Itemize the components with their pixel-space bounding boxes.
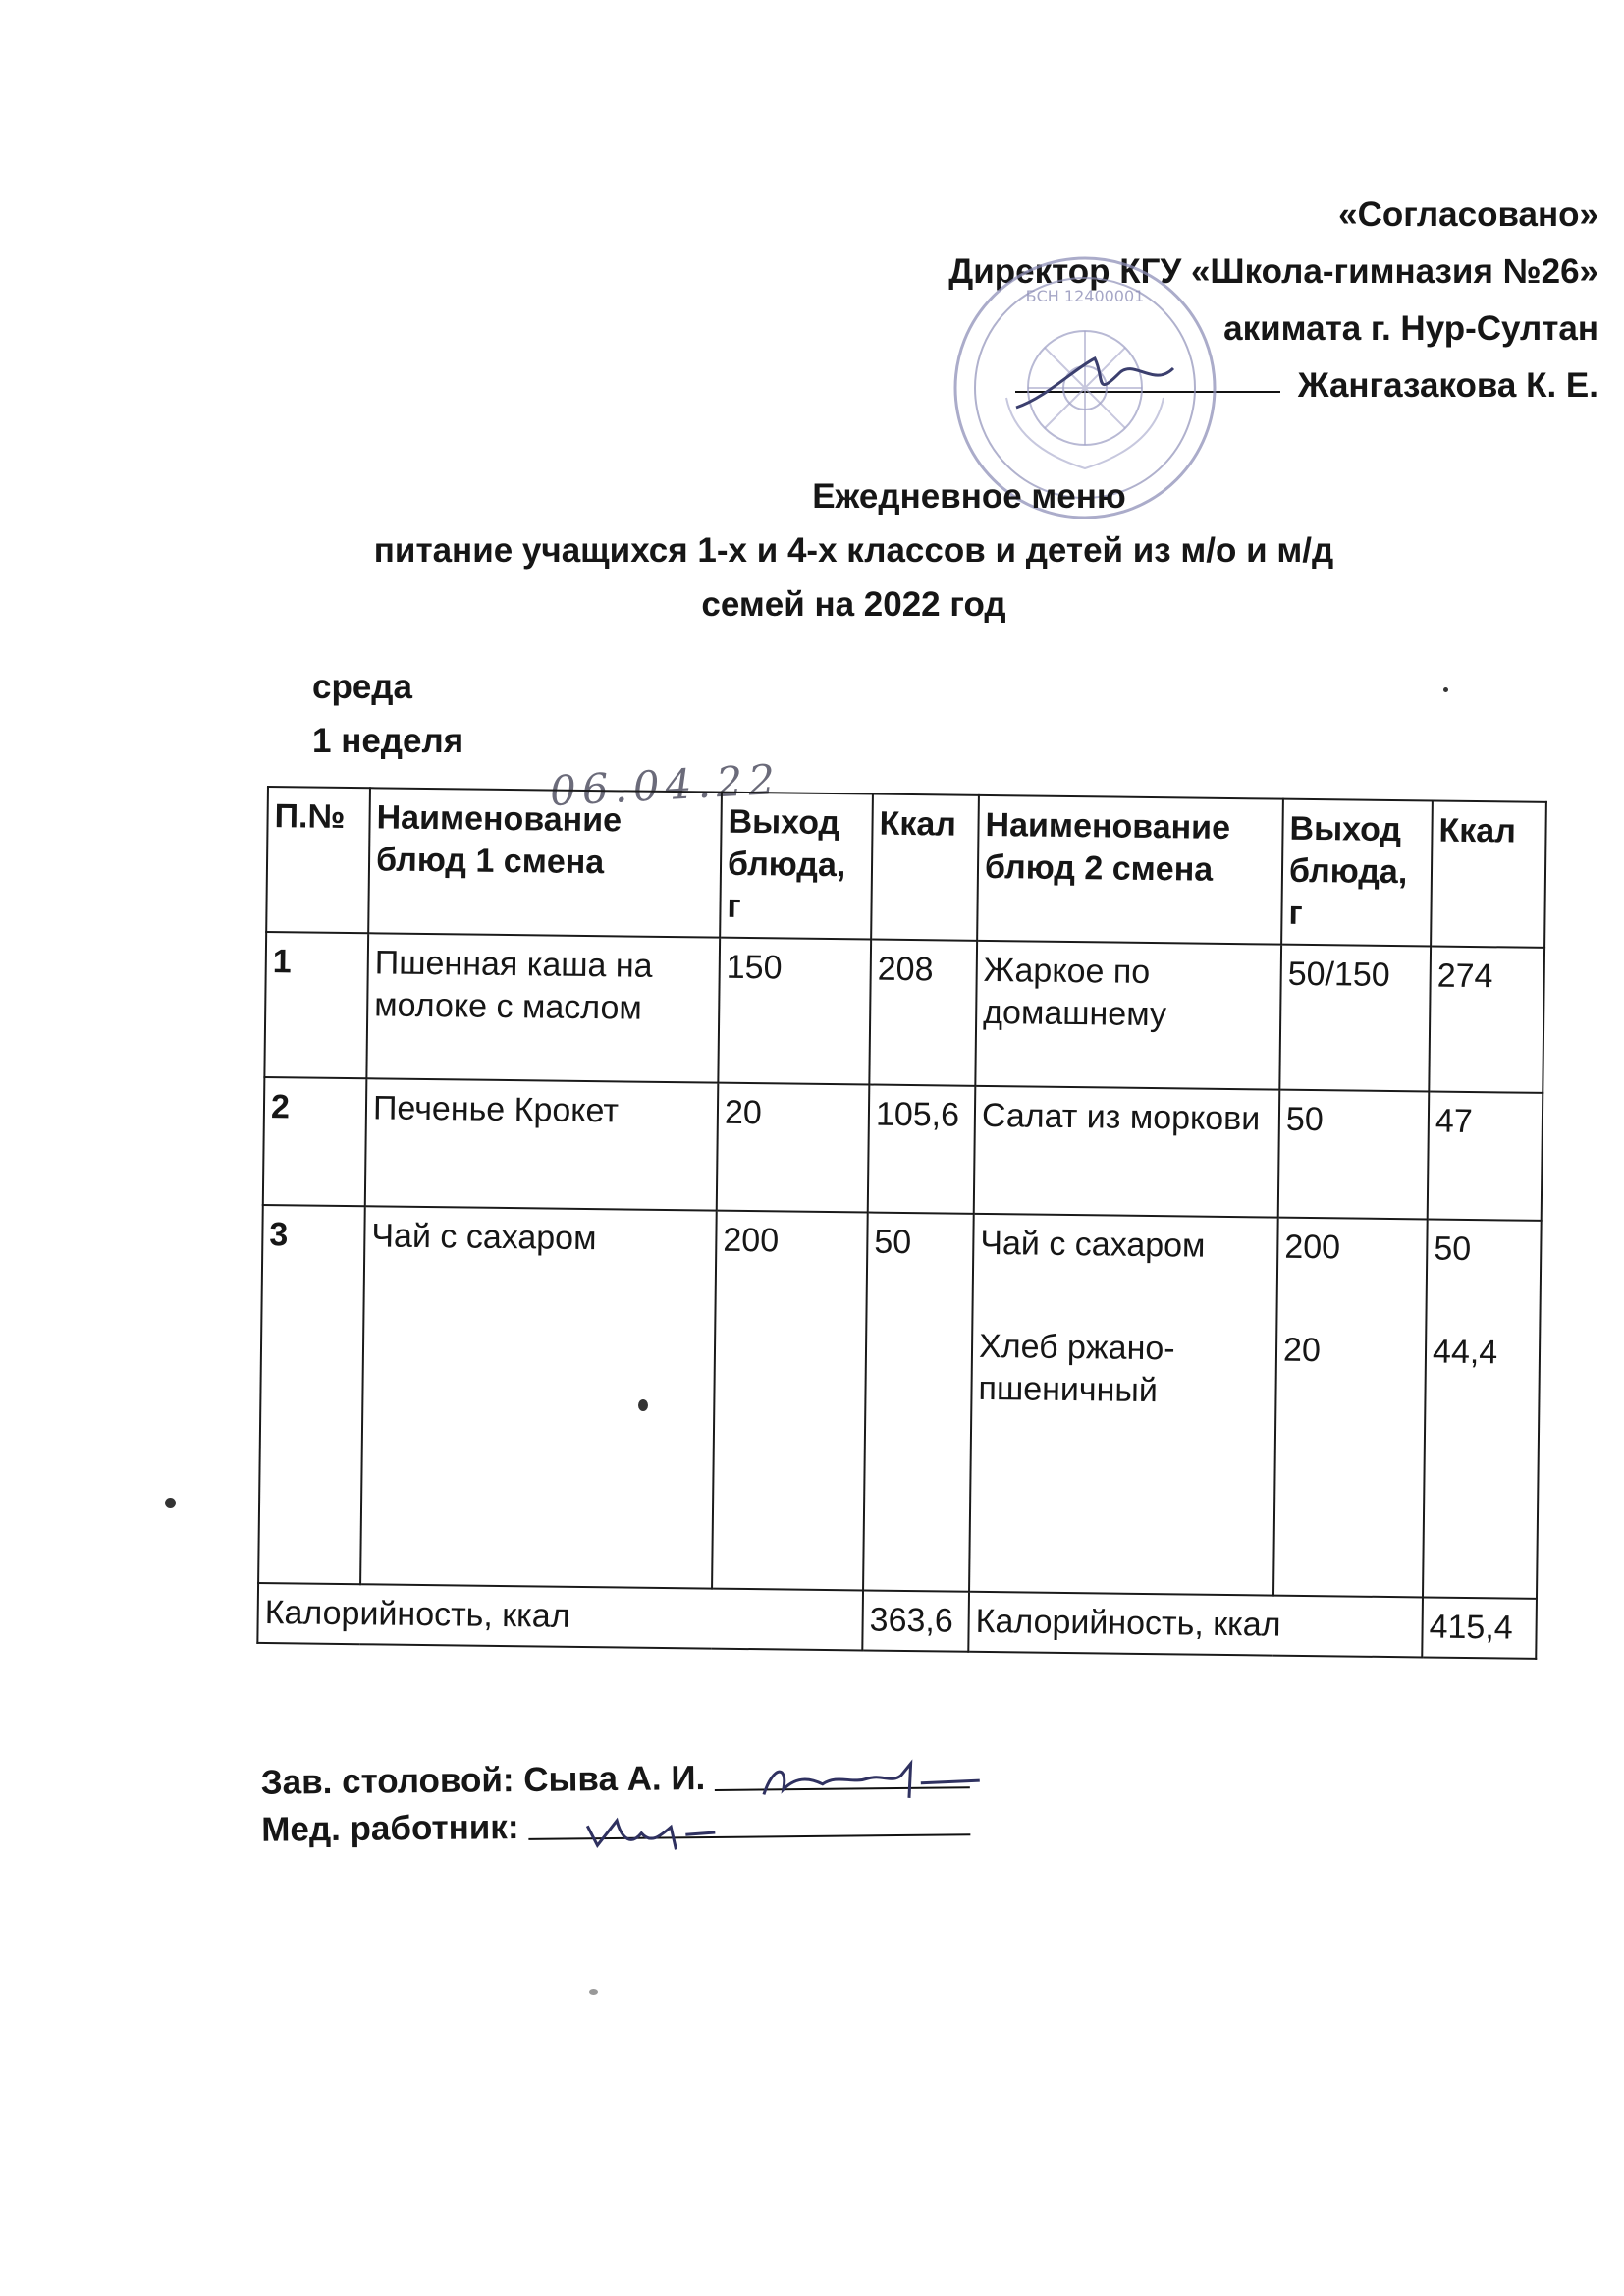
header-output-shift-2: Выход блюда, г <box>1281 799 1433 947</box>
approval-director: Директор КГУ «Школа-гимназия №26» <box>948 252 1598 291</box>
canteen-head-row <box>261 1752 971 1807</box>
canteen-head-signature-icon <box>754 1753 991 1815</box>
approval-akimat: акимата г. Нур-Султан <box>1223 309 1598 348</box>
output-shift-2-cell <box>1273 1218 1428 1598</box>
handwritten-date: 06.04.22 <box>548 754 783 816</box>
output-shift-2: 50/150 <box>1279 945 1431 1092</box>
scan-speck <box>589 1989 598 1995</box>
row-num: 2 <box>263 1077 367 1206</box>
table-header-row <box>266 787 1546 948</box>
kcal-shift-1: 208 <box>869 940 977 1086</box>
output-shift-2: 200 <box>1284 1228 1341 1267</box>
output-shift-1: 20 <box>717 1083 870 1213</box>
kcal-shift-2-extra: 44,4 <box>1432 1333 1498 1372</box>
day-info <box>312 660 463 768</box>
director-signature-icon <box>1016 358 1173 408</box>
kcal-shift-2: 50 <box>1434 1230 1472 1269</box>
approval-title: «Согласовано» <box>1338 195 1598 234</box>
document-title <box>0 469 1624 631</box>
dish-shift-1: Пшенная каша на молоке с маслом <box>366 933 720 1082</box>
total-label-shift-2: Калорийность, ккал <box>968 1592 1423 1658</box>
approval-name: Жангазакова К. Е. <box>1297 366 1598 405</box>
scan-speck <box>165 1498 176 1508</box>
output-shift-1: 200 <box>712 1211 868 1591</box>
dish-shift-2: Салат из моркови <box>974 1086 1280 1218</box>
output-shift-1: 150 <box>718 938 871 1085</box>
dish-shift-1: Чай с сахаром <box>360 1206 717 1588</box>
total-kcal-shift-1: 363,6 <box>862 1590 969 1651</box>
menu-table <box>256 786 1547 1660</box>
dish-shift-2: Чай с сахаром <box>980 1224 1206 1265</box>
footer-signatures <box>261 1752 971 1854</box>
title-line-2: питание учащихся 1-х и 4-х классов и детей из м/о и м/д <box>373 531 1334 570</box>
dish-shift-2-cell <box>969 1214 1278 1596</box>
dish-shift-2-extra: Хлеб ржано-пшеничный <box>978 1327 1175 1410</box>
title-line-3: семей на 2022 год <box>701 585 1006 624</box>
scan-speck <box>1443 687 1448 692</box>
canteen-head-signature-line <box>715 1786 970 1791</box>
kcal-shift-1: 50 <box>863 1213 974 1592</box>
kcal-shift-2: 47 <box>1428 1091 1543 1220</box>
total-label-shift-1: Калорийность, ккал <box>257 1583 863 1651</box>
row-num: 1 <box>264 932 368 1078</box>
kcal-shift-2-cell <box>1423 1219 1542 1598</box>
table-row <box>258 1205 1542 1599</box>
medic-label: Мед. работник: <box>261 1808 519 1849</box>
table-row <box>264 932 1544 1093</box>
medic-signature-icon <box>577 1804 775 1865</box>
output-shift-2: 50 <box>1278 1090 1430 1220</box>
output-shift-2-extra: 20 <box>1282 1331 1322 1370</box>
header-dish-shift-2: Наименование блюд 2 смена <box>977 795 1283 945</box>
row-num: 3 <box>258 1205 365 1584</box>
kcal-shift-1: 105,6 <box>868 1085 976 1214</box>
dish-shift-2: Жаркое по домашнему <box>975 941 1281 1090</box>
seal-bin-text: БСН 12400001 <box>1025 287 1145 305</box>
header-output-shift-1: Выход блюда, г <box>720 793 873 940</box>
canteen-head-label: Зав. столовой: Сыва А. И. <box>260 1759 706 1802</box>
kcal-shift-2: 274 <box>1429 946 1544 1092</box>
medic-signature-line <box>528 1833 970 1840</box>
total-kcal-shift-2: 415,4 <box>1422 1597 1537 1658</box>
header-kcal-shift-2: Ккал <box>1431 801 1546 948</box>
header-dish-shift-1: Наименование блюд 1 смена <box>368 788 722 937</box>
dish-shift-1: Печенье Крокет <box>365 1078 719 1210</box>
table-row <box>263 1077 1543 1221</box>
scan-speck <box>638 1399 648 1411</box>
title-line-1: Ежедневное меню <box>812 477 1126 516</box>
header-kcal-shift-1: Ккал <box>871 794 979 941</box>
week-number: 1 неделя <box>312 722 464 760</box>
header-num: П.№ <box>266 787 370 933</box>
weekday: среда <box>312 668 412 706</box>
